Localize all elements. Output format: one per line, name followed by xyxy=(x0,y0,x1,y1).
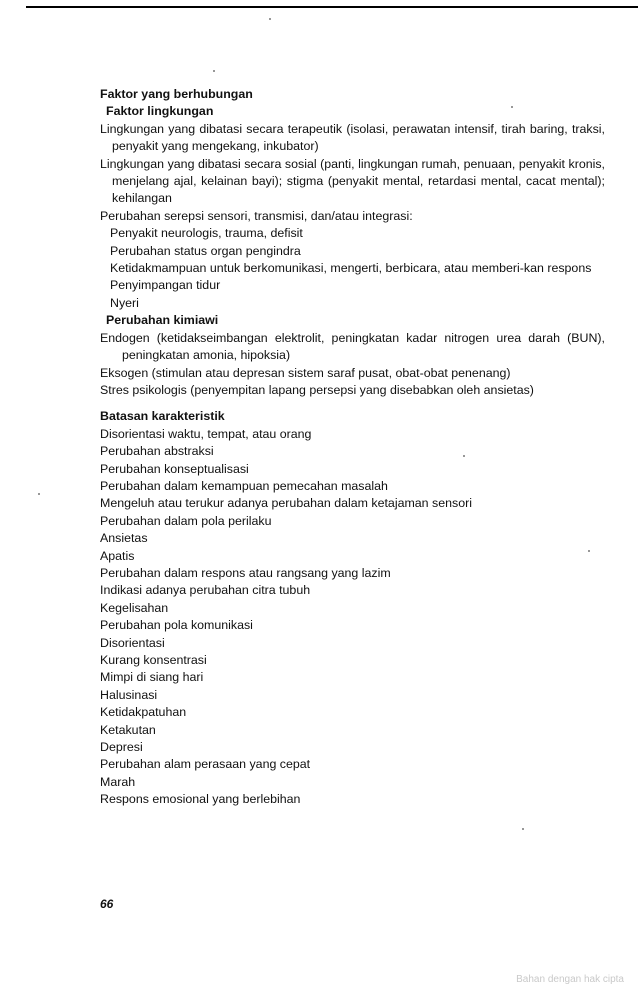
characteristic-item: Depresi xyxy=(100,740,143,755)
list-subitem: Penyakit neurologis, trauma, defisit xyxy=(110,226,303,241)
characteristic-item: Perubahan dalam respons atau rangsang yang lazim xyxy=(100,565,391,580)
characteristic-item: Ketakutan xyxy=(100,722,156,737)
characteristic-item: Indikasi adanya perubahan citra tubuh xyxy=(100,583,311,598)
scan-speck xyxy=(511,106,513,108)
characteristic-item: Ketidakpatuhan xyxy=(100,705,187,720)
characteristic-item: Perubahan konseptualisasi xyxy=(100,461,249,476)
list-subitem: Penyimpangan tidur xyxy=(110,278,221,293)
list-item: Lingkungan yang dibatasi secara sosial (panti, lingkungan rumah, penuaan, penyakit kronis, menjelang ajal, kelainan bayi); stigma (penyakit mental, retardasi mental, cacat mental); kehilangan xyxy=(100,156,605,206)
scan-speck xyxy=(588,550,590,552)
list-item: Lingkungan yang dibatasi secara terapeutik (isolasi, perawatan intensif, tirah baring, traksi, penyakit yang mengekang, inkubator) xyxy=(100,121,605,154)
page-number: 66 xyxy=(100,897,114,911)
list-subitem: Perubahan status organ pengindra xyxy=(110,243,301,258)
list-item: Perubahan serepsi sensori, transmisi, dan/atau integrasi: xyxy=(100,208,413,223)
heading-defining-characteristics: Batasan karakteristik xyxy=(100,409,225,424)
scan-speck xyxy=(213,70,215,72)
characteristic-item: Respons emosional yang berlebihan xyxy=(100,792,301,807)
list-subitem: Nyeri xyxy=(110,295,139,310)
characteristic-item: Perubahan abstraksi xyxy=(100,444,214,459)
list-item: Endogen (ketidakseimbangan elektrolit, peningkatan kadar nitrogen urea darah (BUN), peningkatan amonia, hipoksia) xyxy=(100,330,605,363)
characteristic-item: Apatis xyxy=(100,548,135,563)
scan-speck xyxy=(38,493,40,495)
scan-speck xyxy=(463,455,465,457)
characteristic-item: Disorientasi xyxy=(100,635,165,650)
characteristic-item: Kegelisahan xyxy=(100,600,169,615)
list-subitem: Ketidakmampuan untuk berkomunikasi, mengerti, berbicara, atau memberi-kan respons xyxy=(110,261,592,276)
page-content xyxy=(100,86,605,809)
characteristic-item: Perubahan alam perasaan yang cepat xyxy=(100,757,311,772)
characteristic-item: Mengeluh atau terukur adanya perubahan dalam ketajaman sensori xyxy=(100,496,472,511)
watermark: Bahan dengan hak cipta xyxy=(516,974,624,985)
characteristic-item: Perubahan dalam pola perilaku xyxy=(100,513,272,528)
characteristic-item: Kurang konsentrasi xyxy=(100,653,207,667)
subheading-chemical: Perubahan kimiawi xyxy=(106,313,219,328)
characteristics-list xyxy=(100,426,605,809)
characteristic-item: Ansietas xyxy=(100,531,148,546)
characteristic-item: Mimpi di siang hari xyxy=(100,670,204,685)
heading-related-factors: Faktor yang berhubungan xyxy=(100,87,253,101)
list-item: Eksogen (stimulan atau depresan sistem saraf pusat, obat-obat penenang) xyxy=(100,365,511,380)
characteristic-item: Disorientasi waktu, tempat, atau orang xyxy=(100,426,312,441)
characteristic-item: Marah xyxy=(100,774,136,789)
section-gap xyxy=(100,399,605,408)
top-rule xyxy=(26,6,638,8)
scan-speck xyxy=(269,18,271,20)
scan-speck xyxy=(522,828,524,830)
list-item: Stres psikologis (penyempitan lapang persepsi yang disebabkan oleh ansietas) xyxy=(100,382,534,397)
characteristic-item: Perubahan dalam kemampuan pemecahan masalah xyxy=(100,478,388,493)
subheading-environment: Faktor lingkungan xyxy=(106,104,214,119)
characteristic-item: Halusinasi xyxy=(100,687,158,702)
characteristic-item: Perubahan pola komunikasi xyxy=(100,618,253,633)
